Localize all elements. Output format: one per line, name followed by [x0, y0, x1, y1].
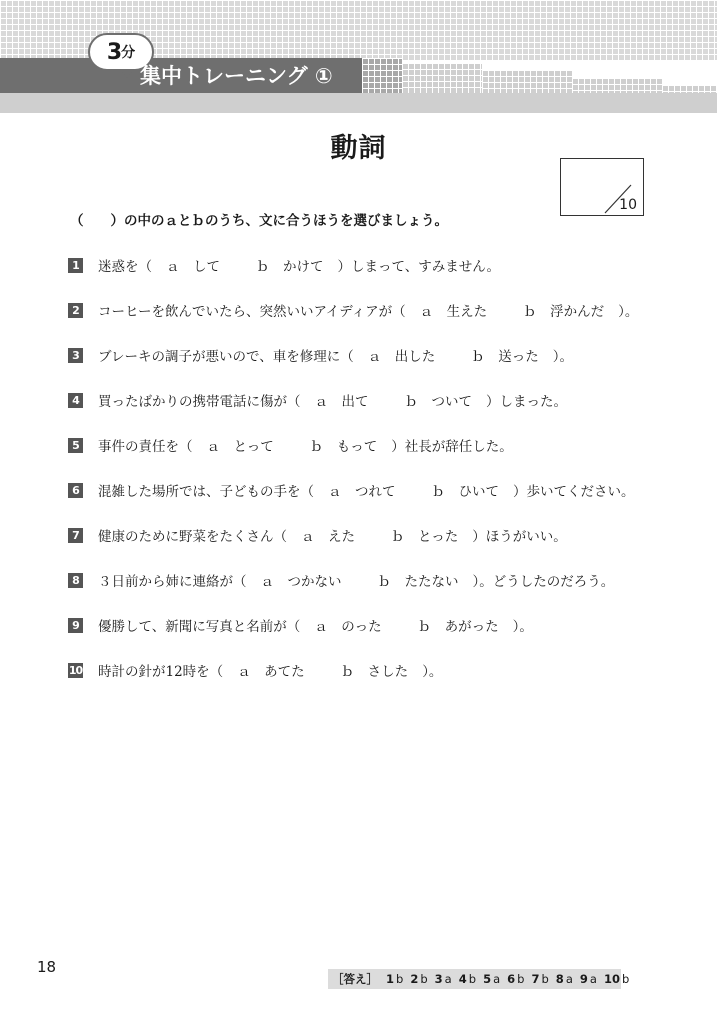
question-stem: コーヒーを飲んでいたら、突然いいアイディアが（: [98, 304, 406, 320]
question-stem: 迷惑を（: [98, 259, 152, 275]
page-number: 18: [37, 958, 57, 976]
choice-b: ｂ 送った: [471, 349, 539, 365]
question-tail: ）。: [552, 349, 573, 365]
question-stem: ３日前から姉に連絡が（: [98, 574, 247, 590]
question-tail: ）。: [618, 304, 639, 320]
topic-heading: 動詞: [330, 133, 387, 164]
answer-item: 1 b: [386, 972, 404, 986]
question-number: 4: [68, 393, 83, 408]
answer-key: [328, 969, 630, 989]
question-number: 1: [68, 258, 83, 273]
question-item: [68, 344, 573, 366]
instruction-text: （ ）の中のａとｂのうち、文に合うほうを選びましょう。: [70, 213, 448, 229]
choice-a: ａ 生えた: [419, 304, 488, 320]
question-stem: 買ったばかりの携帯電話に傷が（: [98, 394, 301, 410]
question-number: 2: [68, 303, 83, 318]
question-number: 3: [68, 348, 83, 363]
header-under-band: [0, 93, 717, 113]
choice-b: ｂ たたない: [377, 574, 459, 590]
question-number: 10: [68, 663, 83, 677]
answer-item: 5 a: [483, 972, 501, 986]
question-item: [68, 479, 635, 501]
question-tail: ）。: [422, 664, 443, 680]
question-item: [68, 254, 500, 276]
question-number: 9: [68, 618, 83, 633]
choice-a: ａ とって: [206, 439, 274, 455]
question-tail: ）社長が辞任した。: [391, 439, 513, 455]
question-item: [68, 389, 567, 411]
question-tail: ）しまった。: [486, 394, 567, 410]
choice-b: ｂ もって: [309, 439, 378, 455]
choice-a: ａ つれて: [328, 484, 396, 500]
choice-b: ｂ 浮かんだ: [523, 304, 605, 320]
time-unit: 分: [121, 45, 136, 61]
answer-item: 10 b: [603, 972, 630, 986]
question-stem: 事件の責任を（: [98, 439, 193, 455]
answer-item: 3 a: [434, 972, 452, 986]
answer-item: 8 a: [555, 972, 573, 986]
choice-b: ｂ かけて: [256, 259, 324, 275]
choice-a: ａ のった: [314, 619, 382, 635]
question-number: 5: [68, 438, 83, 453]
question-item: [68, 659, 442, 681]
answer-item: 2 b: [410, 972, 428, 986]
choice-a: ａ 出した: [367, 349, 436, 365]
question-item: [68, 524, 567, 546]
question-item: [68, 569, 614, 591]
question-stem: 優勝して、新聞に写真と名前が（: [98, 619, 301, 635]
choice-a: ａ あてた: [237, 664, 305, 680]
question-number: 6: [68, 483, 83, 498]
header-steps: [362, 58, 717, 93]
choice-a: ａ 出て: [314, 394, 369, 410]
question-tail: ）。: [512, 619, 533, 635]
score-total: 10: [619, 197, 637, 213]
question-tail: ）しまって、すみません。: [337, 259, 501, 275]
score-box: [560, 158, 644, 216]
section-title: 集中トレーニング ①: [140, 64, 333, 88]
choice-a: ａ つかない: [260, 574, 342, 590]
answer-item: 7 b: [531, 972, 549, 986]
time-number: 3: [106, 39, 122, 65]
question-stem: ブレーキの調子が悪いので、車を修理に（: [98, 349, 354, 365]
choice-b: ｂ ついて: [404, 394, 472, 410]
choice-a: ａ して: [166, 259, 220, 275]
question-stem: 健康のために野菜をたくさん（: [98, 529, 287, 545]
answer-label: ［答え］: [332, 972, 378, 986]
question-stem: 混雑した場所では、子どもの手を（: [98, 484, 314, 500]
answer-item: 9 a: [579, 972, 597, 986]
answer-item: 4 b: [458, 972, 477, 986]
question-number: 8: [68, 573, 83, 588]
question-tail: ）ほうがいい。: [472, 529, 567, 545]
question-tail: ）歩いてください。: [513, 484, 635, 500]
question-item: [68, 614, 533, 636]
choice-a: ａ えた: [301, 529, 355, 545]
question-stem: 時計の針が12時を（: [98, 664, 224, 680]
question-item: [68, 299, 638, 321]
question-item: [68, 434, 513, 456]
choice-b: ｂ あがった: [417, 619, 499, 635]
choice-b: ｂ さした: [340, 664, 409, 680]
question-number: 7: [68, 528, 83, 543]
answer-item: 6 b: [507, 972, 525, 986]
question-tail: ）。どうしたのだろう。: [472, 574, 615, 590]
choice-b: ｂ ひいて: [431, 484, 499, 500]
choice-b: ｂ とった: [391, 529, 459, 545]
